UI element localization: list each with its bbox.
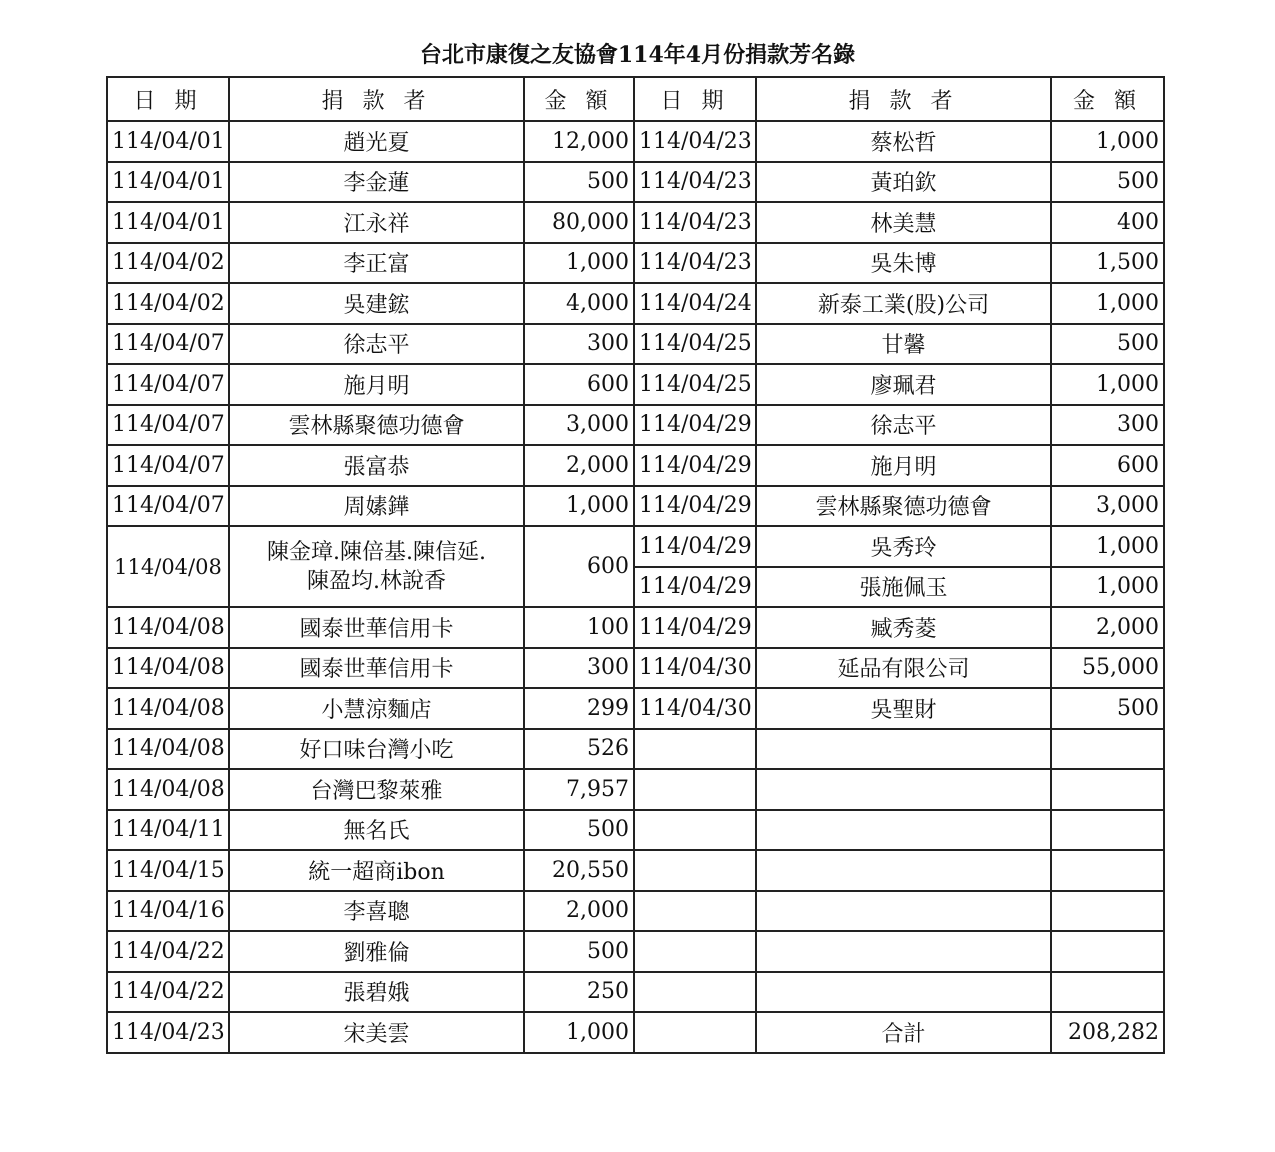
amount-cell: 1,000 xyxy=(1051,364,1164,405)
empty-cell xyxy=(634,769,756,810)
table-row xyxy=(107,891,1164,932)
date-cell: 114/04/29 xyxy=(634,567,756,608)
empty-cell xyxy=(1051,931,1164,972)
amount-cell: 3,000 xyxy=(1051,486,1164,527)
table-row xyxy=(107,526,1164,567)
date-cell: 114/04/23 xyxy=(634,202,756,243)
donor-cell: 張碧娥 xyxy=(229,972,524,1013)
table-row xyxy=(107,648,1164,689)
table-row xyxy=(107,202,1164,243)
amount-cell: 500 xyxy=(1051,688,1164,729)
donor-cell: 蔡松哲 xyxy=(756,121,1051,162)
date-cell: 114/04/07 xyxy=(107,486,229,527)
table-row xyxy=(107,324,1164,365)
date-cell: 114/04/08 xyxy=(107,769,229,810)
table-row xyxy=(107,688,1164,729)
date-cell: 114/04/29 xyxy=(634,486,756,527)
amount-cell: 7,957 xyxy=(524,769,634,810)
empty-cell xyxy=(634,1012,756,1053)
header-donor-right: 捐 款 者 xyxy=(756,77,1051,121)
table-row xyxy=(107,283,1164,324)
date-cell: 114/04/02 xyxy=(107,283,229,324)
date-cell: 114/04/07 xyxy=(107,405,229,446)
donor-cell: 周嫊鏵 xyxy=(229,486,524,527)
table-row xyxy=(107,405,1164,446)
amount-cell: 1,000 xyxy=(1051,567,1164,608)
donor-cell: 吳建鋐 xyxy=(229,283,524,324)
date-cell: 114/04/07 xyxy=(107,364,229,405)
date-cell: 114/04/29 xyxy=(634,607,756,648)
donor-cell-multiline xyxy=(229,526,524,607)
donor-cell: 延品有限公司 xyxy=(756,648,1051,689)
amount-cell: 1,000 xyxy=(1051,121,1164,162)
header-date-left: 日 期 xyxy=(107,77,229,121)
donor-cell: 趙光夏 xyxy=(229,121,524,162)
donor-cell: 臧秀菱 xyxy=(756,607,1051,648)
date-cell: 114/04/25 xyxy=(634,364,756,405)
empty-cell xyxy=(1051,810,1164,851)
donor-cell: 李正富 xyxy=(229,243,524,284)
table-row xyxy=(107,810,1164,851)
empty-cell xyxy=(1051,769,1164,810)
amount-cell: 250 xyxy=(524,972,634,1013)
empty-cell xyxy=(756,931,1051,972)
empty-cell xyxy=(756,729,1051,770)
header-amount-right: 金 額 xyxy=(1051,77,1164,121)
amount-cell: 500 xyxy=(524,810,634,851)
table-row xyxy=(107,850,1164,891)
date-cell: 114/04/30 xyxy=(634,688,756,729)
empty-cell xyxy=(634,931,756,972)
amount-cell: 500 xyxy=(524,931,634,972)
header-row xyxy=(107,77,1164,121)
donor-cell: 林美慧 xyxy=(756,202,1051,243)
donor-cell: 李金蓮 xyxy=(229,162,524,203)
amount-cell: 299 xyxy=(524,688,634,729)
donor-cell: 雲林縣聚德功德會 xyxy=(756,486,1051,527)
date-cell: 114/04/22 xyxy=(107,972,229,1013)
empty-cell xyxy=(634,729,756,770)
table-row xyxy=(107,364,1164,405)
amount-cell: 1,000 xyxy=(524,486,634,527)
donor-line: 陳盈均.林說香 xyxy=(307,568,446,594)
empty-cell xyxy=(756,850,1051,891)
date-cell: 114/04/08 xyxy=(107,688,229,729)
date-cell: 114/04/07 xyxy=(107,324,229,365)
page-title: 台北市康復之友協會114年4月份捐款芳名錄 xyxy=(419,42,856,68)
donor-cell: 吳秀玲 xyxy=(756,526,1051,567)
donation-table xyxy=(106,76,1165,1054)
donor-cell: 好口味台灣小吃 xyxy=(229,729,524,770)
table-row-total xyxy=(107,1012,1164,1053)
empty-cell xyxy=(1051,729,1164,770)
amount-cell: 600 xyxy=(524,364,634,405)
donor-cell: 劉雅倫 xyxy=(229,931,524,972)
date-cell: 114/04/01 xyxy=(107,202,229,243)
donor-cell: 甘馨 xyxy=(756,324,1051,365)
header-date-right: 日 期 xyxy=(634,77,756,121)
amount-cell: 12,000 xyxy=(524,121,634,162)
empty-cell xyxy=(756,891,1051,932)
amount-cell: 500 xyxy=(1051,324,1164,365)
empty-cell xyxy=(1051,891,1164,932)
header-donor-left: 捐 款 者 xyxy=(229,77,524,121)
date-cell: 114/04/30 xyxy=(634,648,756,689)
header-amount-left: 金 額 xyxy=(524,77,634,121)
amount-cell: 80,000 xyxy=(524,202,634,243)
date-cell: 114/04/22 xyxy=(107,931,229,972)
donor-cell: 江永祥 xyxy=(229,202,524,243)
donor-cell: 台灣巴黎萊雅 xyxy=(229,769,524,810)
table-row xyxy=(107,121,1164,162)
donor-cell: 吳朱博 xyxy=(756,243,1051,284)
table-row xyxy=(107,162,1164,203)
amount-cell: 2,000 xyxy=(1051,607,1164,648)
date-cell: 114/04/16 xyxy=(107,891,229,932)
table-row xyxy=(107,486,1164,527)
amount-cell: 55,000 xyxy=(1051,648,1164,689)
amount-cell: 1,000 xyxy=(524,1012,634,1053)
date-cell: 114/04/11 xyxy=(107,810,229,851)
amount-cell: 1,000 xyxy=(1051,283,1164,324)
amount-cell: 526 xyxy=(524,729,634,770)
empty-cell xyxy=(634,891,756,932)
donor-cell: 宋美雲 xyxy=(229,1012,524,1053)
amount-cell: 400 xyxy=(1051,202,1164,243)
table-row xyxy=(107,607,1164,648)
date-cell: 114/04/23 xyxy=(107,1012,229,1053)
total-amount: 208,282 xyxy=(1051,1012,1164,1053)
date-cell: 114/04/15 xyxy=(107,850,229,891)
donor-cell: 張富恭 xyxy=(229,445,524,486)
donor-cell: 李喜聰 xyxy=(229,891,524,932)
empty-cell xyxy=(634,810,756,851)
date-cell: 114/04/08 xyxy=(107,607,229,648)
amount-cell: 100 xyxy=(524,607,634,648)
amount-cell: 2,000 xyxy=(524,891,634,932)
donor-cell: 小慧涼麵店 xyxy=(229,688,524,729)
amount-cell: 1,000 xyxy=(524,243,634,284)
empty-cell xyxy=(1051,972,1164,1013)
donor-cell: 統一超商ibon xyxy=(229,850,524,891)
empty-cell xyxy=(634,972,756,1013)
donor-cell: 無名氏 xyxy=(229,810,524,851)
date-cell: 114/04/29 xyxy=(634,445,756,486)
donor-cell: 黃珀欽 xyxy=(756,162,1051,203)
amount-cell: 600 xyxy=(524,526,634,607)
date-cell: 114/04/29 xyxy=(634,526,756,567)
donor-line: 陳金璋.陳倍基.陳信延. xyxy=(267,539,486,565)
table-row xyxy=(107,972,1164,1013)
amount-cell: 300 xyxy=(524,648,634,689)
donor-cell: 施月明 xyxy=(229,364,524,405)
date-cell: 114/04/02 xyxy=(107,243,229,284)
date-cell: 114/04/07 xyxy=(107,445,229,486)
donor-cell: 徐志平 xyxy=(229,324,524,365)
table-row xyxy=(107,931,1164,972)
amount-cell: 1,500 xyxy=(1051,243,1164,284)
empty-cell xyxy=(756,769,1051,810)
date-cell: 114/04/08 xyxy=(107,729,229,770)
amount-cell: 600 xyxy=(1051,445,1164,486)
empty-cell xyxy=(756,810,1051,851)
date-cell: 114/04/23 xyxy=(634,162,756,203)
donor-cell: 國泰世華信用卡 xyxy=(229,648,524,689)
date-cell: 114/04/23 xyxy=(634,243,756,284)
date-cell: 114/04/23 xyxy=(634,121,756,162)
empty-cell xyxy=(756,972,1051,1013)
date-cell: 114/04/08 xyxy=(107,526,229,607)
table-row xyxy=(107,729,1164,770)
table-row xyxy=(107,445,1164,486)
donor-cell: 新泰工業(股)公司 xyxy=(756,283,1051,324)
empty-cell xyxy=(1051,850,1164,891)
total-label: 合計 xyxy=(756,1012,1051,1053)
donor-cell: 國泰世華信用卡 xyxy=(229,607,524,648)
table-row xyxy=(107,769,1164,810)
donor-cell: 雲林縣聚德功德會 xyxy=(229,405,524,446)
date-cell: 114/04/01 xyxy=(107,162,229,203)
amount-cell: 300 xyxy=(1051,405,1164,446)
donor-cell: 廖珮君 xyxy=(756,364,1051,405)
date-cell: 114/04/29 xyxy=(634,405,756,446)
donor-cell: 吳聖財 xyxy=(756,688,1051,729)
date-cell: 114/04/24 xyxy=(634,283,756,324)
amount-cell: 3,000 xyxy=(524,405,634,446)
amount-cell: 20,550 xyxy=(524,850,634,891)
table-row xyxy=(107,243,1164,284)
amount-cell: 500 xyxy=(524,162,634,203)
date-cell: 114/04/01 xyxy=(107,121,229,162)
amount-cell: 300 xyxy=(524,324,634,365)
amount-cell: 1,000 xyxy=(1051,526,1164,567)
empty-cell xyxy=(634,850,756,891)
amount-cell: 4,000 xyxy=(524,283,634,324)
donor-cell: 張施佩玉 xyxy=(756,567,1051,608)
date-cell: 114/04/25 xyxy=(634,324,756,365)
donor-cell: 徐志平 xyxy=(756,405,1051,446)
date-cell: 114/04/08 xyxy=(107,648,229,689)
donor-cell: 施月明 xyxy=(756,445,1051,486)
amount-cell: 2,000 xyxy=(524,445,634,486)
amount-cell: 500 xyxy=(1051,162,1164,203)
